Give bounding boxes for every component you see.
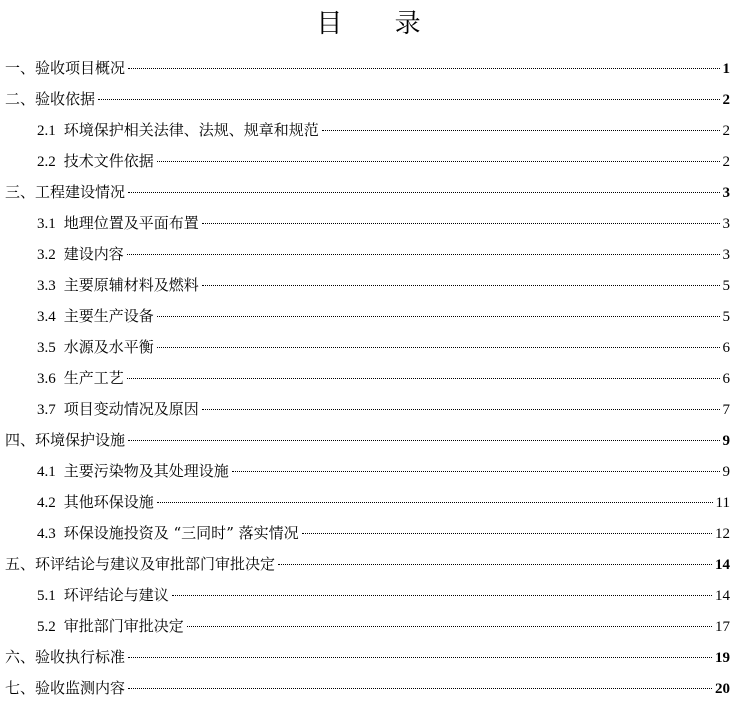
toc-subentry[interactable]	[37, 332, 730, 362]
toc-page-number: 14	[715, 588, 730, 604]
toc-entry-label: 环境保护相关法律、法规、规章和规范	[63, 121, 319, 139]
dot-leader	[302, 533, 712, 534]
dot-leader	[128, 192, 719, 193]
toc-subentry[interactable]	[37, 301, 730, 331]
toc-entry-label: 一、验收项目概况	[5, 59, 126, 77]
dot-leader	[157, 316, 720, 317]
dot-leader	[172, 595, 712, 596]
toc-page-number: 14	[715, 557, 730, 573]
toc-page-number: 3	[722, 216, 730, 232]
toc-subentry[interactable]	[37, 208, 730, 238]
toc-entry-label: 建设内容	[63, 245, 124, 263]
toc-entry[interactable]	[5, 425, 730, 455]
toc-page-number: 5	[722, 309, 730, 325]
dot-leader	[128, 688, 712, 689]
toc-section-number: 5.2	[37, 619, 56, 635]
toc-entry-label: 三、工程建设情况	[5, 183, 126, 201]
toc-entry[interactable]	[5, 177, 730, 207]
toc-entry-label: 生产工艺	[63, 369, 124, 387]
toc-page-number: 17	[715, 619, 730, 635]
toc-section-number: 5.1	[37, 588, 56, 604]
toc-entry-label: 审批部门审批决定	[63, 617, 184, 635]
toc-section-number: 3.4	[37, 309, 56, 325]
toc-page-number: 1	[722, 61, 730, 77]
toc-subentry[interactable]	[37, 363, 730, 393]
toc-page-number: 2	[722, 92, 730, 108]
toc-subentry[interactable]	[37, 580, 730, 610]
toc-section-number: 3.3	[37, 278, 56, 294]
toc-page-number: 20	[715, 681, 730, 697]
toc-page-number: 6	[722, 340, 730, 356]
toc-entry-label: 地理位置及平面布置	[63, 214, 199, 232]
toc-entry[interactable]	[5, 84, 730, 114]
dot-leader	[127, 378, 720, 379]
toc-entry[interactable]	[5, 53, 730, 83]
dot-leader	[187, 626, 712, 627]
toc-page-number: 3	[722, 247, 730, 263]
toc-page-number: 5	[722, 278, 730, 294]
toc-subentry[interactable]	[37, 611, 730, 641]
toc-entry-label: 环保设施投资及 “三同时” 落实情况	[63, 524, 299, 542]
toc-page-number: 2	[722, 123, 730, 139]
dot-leader	[128, 68, 719, 69]
dot-leader	[278, 564, 712, 565]
toc-page-number: 3	[722, 185, 730, 201]
toc-subentry[interactable]	[37, 487, 730, 517]
toc-entry-label: 二、验收依据	[5, 90, 96, 108]
toc-page-number: 19	[715, 650, 730, 666]
toc-section-number: 4.2	[37, 495, 56, 511]
dot-leader	[128, 657, 712, 658]
toc-entry-label: 项目变动情况及原因	[63, 400, 199, 418]
toc-entry[interactable]	[5, 642, 730, 672]
toc-section-number: 3.7	[37, 402, 56, 418]
toc-subentry[interactable]	[37, 518, 730, 548]
toc-subentry[interactable]	[37, 270, 730, 300]
toc-page-number: 6	[722, 371, 730, 387]
toc-page-number: 11	[715, 495, 730, 511]
dot-leader	[202, 285, 720, 286]
dot-leader	[157, 161, 720, 162]
dot-leader	[128, 440, 719, 441]
toc-subentry[interactable]	[37, 239, 730, 269]
dot-leader	[232, 471, 720, 472]
toc-entry-label: 六、验收执行标准	[5, 648, 126, 666]
dot-leader	[202, 409, 720, 410]
toc-entry-label: 主要原辅材料及燃料	[63, 276, 199, 294]
page-title: 目 录	[316, 9, 443, 39]
toc-entry-label: 主要污染物及其处理设施	[63, 462, 229, 480]
toc-entry-label: 技术文件依据	[63, 152, 154, 170]
toc-section-number: 2.1	[37, 123, 56, 139]
toc-subentry[interactable]	[37, 115, 730, 145]
toc-entry[interactable]	[5, 549, 730, 579]
toc-subentry[interactable]	[37, 146, 730, 176]
dot-leader	[157, 347, 720, 348]
toc-entry-label: 五、环评结论与建议及审批部门审批决定	[5, 555, 276, 573]
toc-section-number: 3.1	[37, 216, 56, 232]
toc-entry-label: 七、验收监测内容	[5, 679, 126, 697]
toc-section-number: 3.5	[37, 340, 56, 356]
toc-entry-label: 环评结论与建议	[63, 586, 169, 604]
toc-section-number: 3.2	[37, 247, 56, 263]
dot-leader	[322, 130, 720, 131]
toc-section-number: 3.6	[37, 371, 56, 387]
toc-subentry[interactable]	[37, 394, 730, 424]
toc-section-number: 2.2	[37, 154, 56, 170]
toc-entry-label: 四、环境保护设施	[5, 431, 126, 449]
toc-page-number: 2	[722, 154, 730, 170]
toc-page-number: 9	[722, 464, 730, 480]
toc-page-number: 7	[722, 402, 730, 418]
toc-section-number: 4.3	[37, 526, 56, 542]
toc-entry[interactable]	[5, 673, 730, 703]
dot-leader	[202, 223, 720, 224]
toc-page-number: 12	[715, 526, 730, 542]
toc-section-number: 4.1	[37, 464, 56, 480]
toc-page-number: 9	[722, 433, 730, 449]
dot-leader	[127, 254, 720, 255]
dot-leader	[98, 99, 719, 100]
toc-entry-label: 水源及水平衡	[63, 338, 154, 356]
toc-entry-label: 主要生产设备	[63, 307, 154, 325]
toc-entry-label: 其他环保设施	[63, 493, 154, 511]
toc-subentry[interactable]	[37, 456, 730, 486]
dot-leader	[157, 502, 713, 503]
